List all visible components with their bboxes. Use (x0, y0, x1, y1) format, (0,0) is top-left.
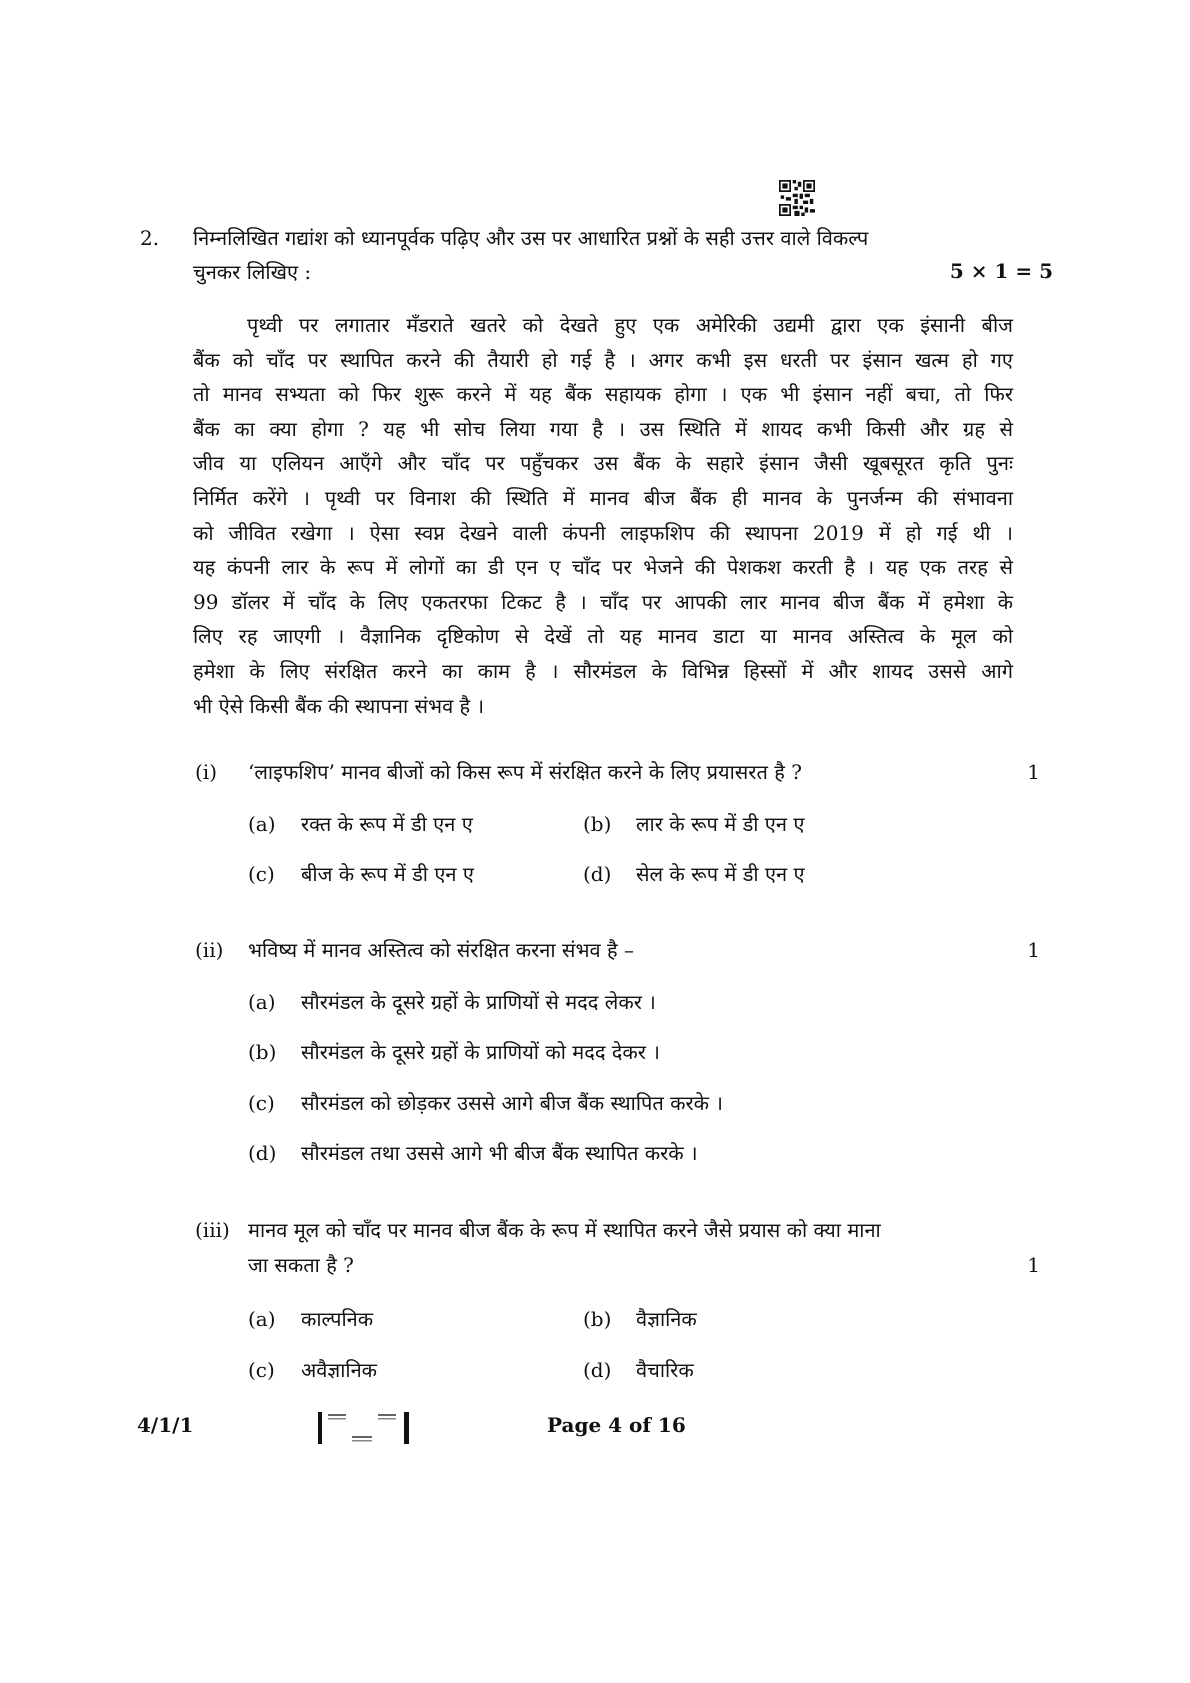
option-label: (a) (248, 990, 276, 1014)
option-label: (a) (248, 1307, 276, 1331)
option-iii-b[interactable] (583, 1305, 697, 1332)
option-i-a[interactable] (248, 810, 473, 837)
option-text: सौरमंडल के दूसरे ग्रहों के प्राणियों को मदद देकर । (301, 1040, 660, 1064)
passage-line: निर्मित करेंगे । पृथ्वी पर विनाश की स्थिति में मानव बीज बैंक ही मानव के पुनर्जन्म की संभावना (193, 485, 1013, 510)
option-label: (d) (583, 862, 612, 886)
option-i-d[interactable] (583, 860, 805, 887)
question-marks: 5 × 1 = 5 (949, 259, 1053, 283)
option-label: (d) (583, 1358, 612, 1382)
option-label: (c) (248, 1358, 275, 1382)
passage-line: तो मानव सभ्यता को फिर शुरू करने में यह बैंक सहायक होगा । एक भी इंसान नहीं बचा, तो फिर (193, 382, 1013, 407)
option-ii-d[interactable] (248, 1139, 698, 1166)
sub-question-number: (i) (195, 760, 218, 784)
passage-line: पृथ्वी पर लगातार मँडराते खतरे को देखते हुए एक अमेरिकी उद्यमी द्वारा एक इंसानी बीज (247, 313, 1013, 337)
option-text: रक्त के रूप में डी एन ए (301, 812, 473, 836)
option-ii-a[interactable] (248, 988, 656, 1015)
passage (193, 308, 1013, 723)
option-text: वैचारिक (636, 1358, 694, 1382)
sub-question-text: ‘लाइफशिप’ मानव बीजों को किस रूप में संरक्षित करने के लिए प्रयासरत है ? (248, 760, 802, 784)
sub-question-text-line2: जा सकता है ? (248, 1253, 354, 1277)
option-label: (a) (248, 812, 276, 836)
question-instruction-line2: चुनकर लिखिए : (193, 260, 312, 284)
sub-question-number: (iii) (195, 1218, 230, 1242)
option-i-c[interactable] (248, 860, 474, 887)
option-text: बीज के रूप में डी एन ए (301, 862, 474, 886)
page-number: Page 4 of 16 (547, 1413, 686, 1437)
option-label: (b) (583, 1307, 612, 1331)
barcode-icon (318, 1412, 410, 1444)
option-text: सौरमंडल तथा उससे आगे भी बीज बैंक स्थापित करके । (301, 1141, 698, 1165)
passage-line: लिए रह जाएगी । वैज्ञानिक दृष्टिकोण से देखें तो यह मानव डाटा या मानव अस्तित्व के मूल को (193, 624, 1013, 649)
sub-question-marks: 1 (1027, 760, 1040, 784)
option-label: (c) (248, 862, 275, 886)
option-text: सौरमंडल के दूसरे ग्रहों के प्राणियों से मदद लेकर । (301, 990, 656, 1014)
question-instruction-line1: निम्नलिखित गद्यांश को ध्यानपूर्वक पढ़िए और उस पर आधारित प्रश्नों के सही उत्तर वाले विकल्प (193, 226, 869, 250)
passage-line: हमेशा के लिए संरक्षित करने का काम है । सौरमंडल के विभिन्न हिस्सों में और शायद उससे आगे (193, 658, 1013, 683)
passage-line: यह कंपनी लार के रूप में लोगों का डी एन ए चाँद पर भेजने की पेशकश करती है । यह एक तरह से (193, 555, 1013, 580)
passage-line: को जीवित रखेगा । ऐसा स्वप्न देखने वाली कंपनी लाइफशिप की स्थापना 2019 में हो गई थी । (193, 520, 1013, 545)
option-iii-a[interactable] (248, 1305, 373, 1332)
option-ii-c[interactable] (248, 1089, 723, 1116)
sub-question-marks: 1 (1027, 938, 1040, 962)
option-iii-d[interactable] (583, 1356, 694, 1383)
sub-question-text-line1: मानव मूल को चाँद पर मानव बीज बैंक के रूप में स्थापित करने जैसे प्रयास को क्या माना (248, 1218, 881, 1242)
sub-question-marks: 1 (1027, 1253, 1040, 1277)
option-text: सौरमंडल को छोड़कर उससे आगे बीज बैंक स्थापित करके । (301, 1091, 723, 1115)
option-label: (b) (248, 1040, 277, 1064)
option-iii-c[interactable] (248, 1356, 377, 1383)
option-ii-b[interactable] (248, 1038, 660, 1065)
question-instruction (193, 221, 1053, 289)
option-text: अवैज्ञानिक (301, 1358, 378, 1382)
passage-line: बैंक को चाँद पर स्थापित करने की तैयारी हो गई है । अगर कभी इस धरती पर इंसान खत्म हो गए (193, 347, 1013, 372)
passage-line: भी ऐसे किसी बैंक की स्थापना संभव है । (193, 693, 485, 718)
passage-line: बैंक का क्या होगा ? यह भी सोच लिया गया है । उस स्थिति में शायद कभी किसी और ग्रह से (193, 416, 1013, 441)
option-text: वैज्ञानिक (636, 1307, 697, 1331)
option-label: (c) (248, 1091, 275, 1115)
option-label: (b) (583, 812, 612, 836)
paper-code: 4/1/1 (137, 1413, 194, 1437)
sub-question-number: (ii) (195, 938, 224, 962)
question-number: 2. (140, 226, 160, 250)
sub-question-text: भविष्य में मानव अस्तित्व को संरक्षित करना संभव है – (248, 938, 634, 962)
option-text: काल्पनिक (301, 1307, 374, 1331)
option-label: (d) (248, 1141, 277, 1165)
option-text: सेल के रूप में डी एन ए (636, 862, 805, 886)
qr-code-icon (779, 180, 815, 216)
option-i-b[interactable] (583, 810, 804, 837)
passage-line: जीव या एलियन आएँगे और चाँद पर पहुँचकर उस बैंक के सहारे इंसान जैसी खूबसूरत कृति पुनः (193, 451, 1013, 476)
passage-line: 99 डॉलर में चाँद के लिए एकतरफा टिकट है । चाँद पर आपकी लार मानव बीज बैंक में हमेशा के (193, 589, 1013, 614)
option-text: लार के रूप में डी एन ए (636, 812, 805, 836)
